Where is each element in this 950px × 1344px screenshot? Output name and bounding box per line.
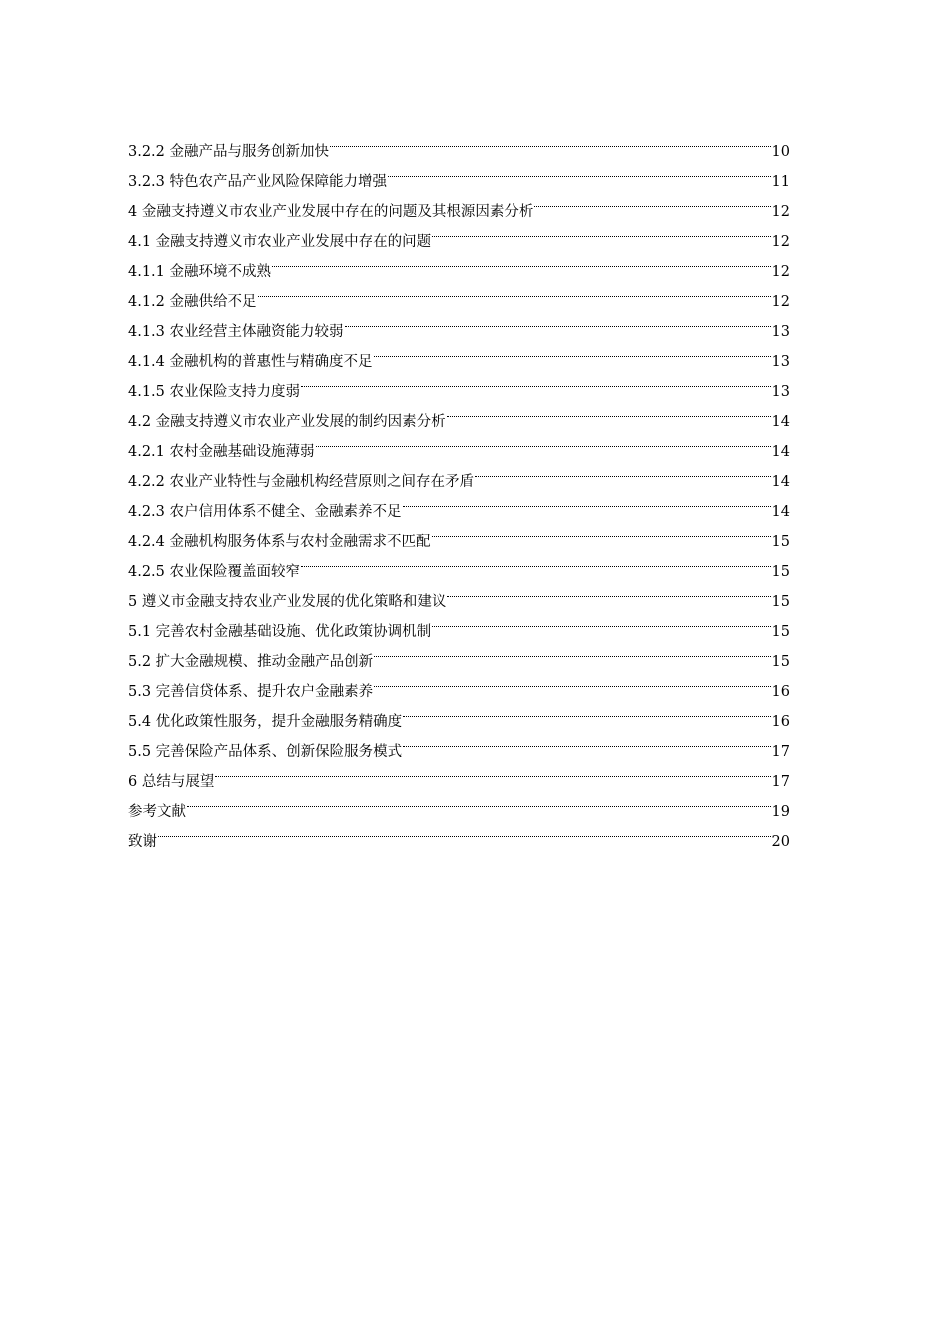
toc-entry-page: 16	[771, 684, 790, 700]
toc-dot-leader	[403, 726, 770, 756]
toc-dot-leader	[432, 606, 770, 636]
toc-entry-page: 15	[771, 594, 790, 610]
toc-dot-leader	[301, 546, 771, 576]
toc-entry-page: 17	[771, 744, 790, 760]
toc-entry-title: 参考文献	[128, 804, 186, 820]
toc-entry-page: 15	[771, 654, 790, 670]
toc-entry-page: 16	[771, 714, 790, 730]
toc-entry-page: 14	[771, 444, 790, 460]
toc-entry-title: 4.2.5 农业保险覆盖面较窄	[128, 564, 301, 580]
toc-entry-page: 19	[771, 804, 790, 820]
toc-entry-page: 14	[771, 414, 790, 430]
toc-entry-title: 4.2.2 农业产业特性与金融机构经营原则之间存在矛盾	[128, 474, 475, 490]
toc-dot-leader	[301, 366, 771, 396]
toc-entry-title: 4.1.5 农业保险支持力度弱	[128, 384, 301, 400]
toc-entry-page: 15	[771, 534, 790, 550]
toc-entry-title: 4 金融支持遵义市农业产业发展中存在的问题及其根源因素分析	[128, 204, 534, 220]
toc-entry-page: 15	[771, 564, 790, 580]
toc-entry-title: 4.1.2 金融供给不足	[128, 294, 257, 310]
toc-entry[interactable]	[128, 756, 790, 790]
toc-dot-leader	[447, 576, 770, 606]
toc-entry-title: 5.4 优化政策性服务，提升金融服务精确度	[128, 714, 403, 730]
toc-dot-leader	[374, 336, 771, 366]
toc-entry-page: 12	[771, 294, 790, 310]
toc-entry-title: 致谢	[128, 834, 157, 850]
toc-entry-page: 12	[771, 204, 790, 220]
toc-entry-title: 4.2.3 农户信用体系不健全、金融素养不足	[128, 504, 402, 520]
toc-dot-leader	[272, 246, 771, 276]
toc-entry-title: 5.2 扩大金融规模、推动金融产品创新	[128, 654, 374, 670]
toc-entry-title: 5 遵义市金融支持农业产业发展的优化策略和建议	[128, 594, 447, 610]
table-of-contents	[128, 126, 790, 850]
toc-entry-page: 13	[771, 324, 790, 340]
toc-entry-title: 3.2.3 特色农产品产业风险保障能力增强	[128, 174, 388, 190]
toc-entry-page: 11	[771, 174, 790, 190]
toc-entry[interactable]	[128, 816, 790, 850]
toc-entry-page: 17	[771, 774, 790, 790]
toc-dot-leader	[447, 396, 771, 426]
toc-entry-page: 20	[771, 834, 790, 850]
toc-dot-leader	[215, 756, 770, 786]
toc-entry-title: 4.1.3 农业经营主体融资能力较弱	[128, 324, 344, 340]
toc-dot-leader	[388, 156, 771, 186]
toc-dot-leader	[475, 456, 771, 486]
toc-entry-page: 14	[771, 474, 790, 490]
toc-entry-page: 13	[771, 384, 790, 400]
toc-entry-title: 4.1.4 金融机构的普惠性与精确度不足	[128, 354, 373, 370]
toc-entry-title: 4.2 金融支持遵义市农业产业发展的制约因素分析	[128, 414, 446, 430]
toc-dot-leader	[403, 486, 771, 516]
toc-dot-leader	[432, 516, 771, 546]
toc-dot-leader	[432, 216, 770, 246]
toc-dot-leader	[374, 666, 770, 696]
toc-dot-leader	[158, 816, 771, 846]
toc-entry-title: 6 总结与展望	[128, 774, 215, 790]
toc-entry-page: 12	[771, 234, 790, 250]
toc-entry-title: 4.1 金融支持遵义市农业产业发展中存在的问题	[128, 234, 432, 250]
toc-dot-leader	[345, 306, 771, 336]
toc-entry-page: 14	[771, 504, 790, 520]
toc-entry-title: 5.3 完善信贷体系、提升农户金融素养	[128, 684, 374, 700]
toc-entry-title: 3.2.2 金融产品与服务创新加快	[128, 144, 330, 160]
toc-entry-title: 4.2.1 农村金融基础设施薄弱	[128, 444, 315, 460]
toc-entry-title: 4.2.4 金融机构服务体系与农村金融需求不匹配	[128, 534, 431, 550]
toc-dot-leader	[316, 426, 771, 456]
toc-entry-title: 4.1.1 金融环境不成熟	[128, 264, 272, 280]
toc-entry-page: 12	[771, 264, 790, 280]
toc-dot-leader	[534, 186, 770, 216]
toc-dot-leader	[330, 126, 771, 156]
toc-dot-leader	[187, 786, 771, 816]
toc-entry-page: 10	[771, 144, 790, 160]
toc-entry-page: 13	[771, 354, 790, 370]
toc-dot-leader	[403, 696, 770, 726]
toc-entry-page: 15	[771, 624, 790, 640]
toc-dot-leader	[258, 276, 771, 306]
toc-entry[interactable]	[128, 126, 790, 160]
toc-dot-leader	[374, 636, 770, 666]
toc-entry[interactable]	[128, 786, 790, 820]
toc-entry-title: 5.1 完善农村金融基础设施、优化政策协调机制	[128, 624, 432, 640]
toc-entry-title: 5.5 完善保险产品体系、创新保险服务模式	[128, 744, 403, 760]
